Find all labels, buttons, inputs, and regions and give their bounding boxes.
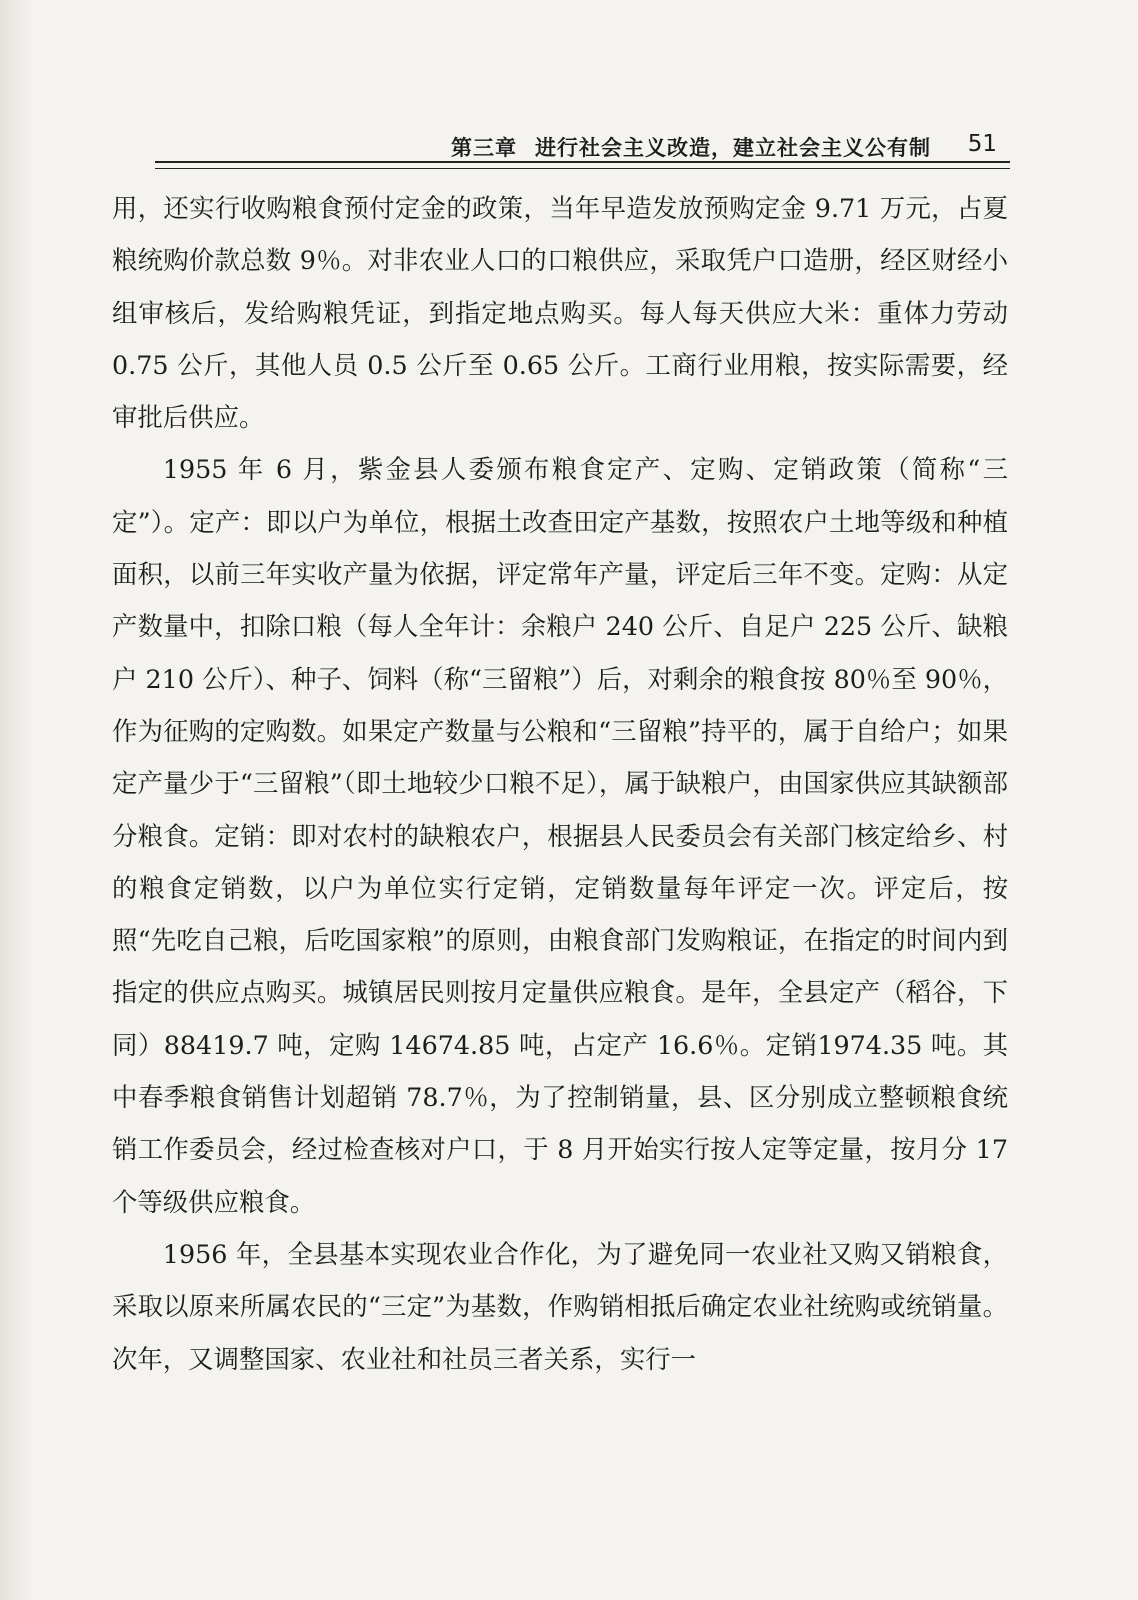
- scan-edge: [0, 0, 34, 1600]
- header-title-group: [451, 132, 931, 162]
- paragraph-continued: 用，还实行收购粮食预付定金的政策，当年早造发放预购定金 9.71 万元，占夏粮统购价款总数 9％。对非农业人口的口粮供应，采取凭户口造册，经区财经小组审核后，发给购粮凭证，到指定地点购买。每人每天供应大米：重体力劳动 0.75 公斤，其他人员 0.5 公斤至 0.65 公斤。工商行业用粮，按实际需要，经审批后供应。: [112, 193, 1008, 433]
- header-rule: [155, 161, 1010, 169]
- page-number: 51: [967, 131, 997, 157]
- paragraph-1956-cooperative: 1956 年，全县基本实现农业合作化，为了避免同一农业社又购又销粮食，采取以原来所属农民的“三定”为基数，作购销相抵后确定农业社统购或统销量。次年，又调整国家、农业社和社员三者关系，实行一: [112, 1238, 1008, 1374]
- paragraph-1955-policy: 1955 年 6 月，紫金县人委颁布粮食定产、定购、定销政策（简称“三定”）。定产：即以户为单位，根据土改查田定产基数，按照农户土地等级和种植面积，以前三年实收产量为依据，评定常年产量，评定后三年不变。定购：从定产数量中，扣除口粮（每人全年计：余粮户 240 公斤、自足户 225 公斤、缺粮户 210 公斤）、种子、饲料（称“三留粮”）后，对剩余的粮食按 80％至 90％，作为征购的定购数。如果定产数量与公粮和“三留粮”持平的，属于自给户；如果定产量少于“三留粮”（即土地较少口粮不足），属于缺粮户，由国家供应其缺额部分粮食。定销：即对农村的缺粮农户，根据县人民委员会有关部门核定给乡、村的粮食定销数，以户为单位实行定销，定销数量每年评定一次。评定后，按照“先吃自己粮，后吃国家粮”的原则，由粮食部门发购粮证，在指定的时间内到指定的供应点购买。城镇居民则按月定量供应粮食。是年，全县定产（稻谷，下同）88419.7 吨，定购 14674.85 吨，占定产 16.6％。定销1974.35 吨。其中春季粮食销售计划超销 78.7％，为了控制销量，县、区分别成立整顿粮食统销工作委员会，经过检查核对户口，于 8 月开始实行按人定等定量，按月分 17 个等级供应粮食。: [112, 454, 1008, 1217]
- chapter-title: 进行社会主义改造，建立社会主义公有制: [535, 135, 931, 160]
- text-body: [112, 182, 1008, 1385]
- chapter-label: 第三章: [451, 135, 517, 160]
